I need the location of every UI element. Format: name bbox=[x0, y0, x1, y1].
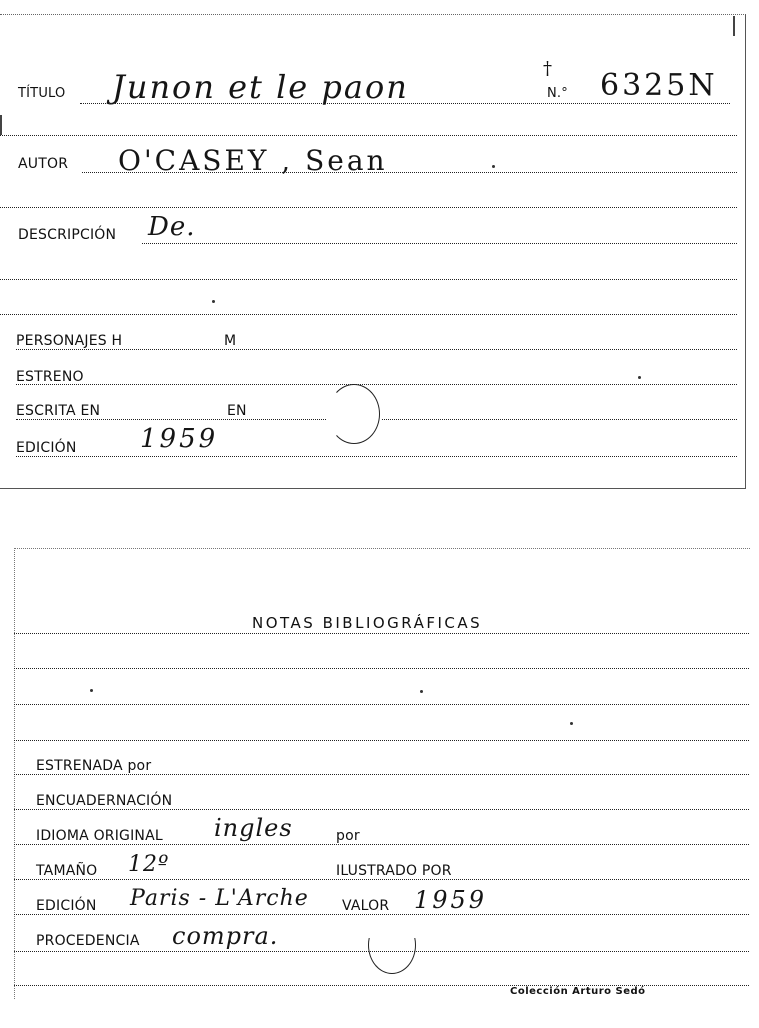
idioma-value: ingles bbox=[214, 814, 293, 842]
estreno-label: ESTRENO bbox=[16, 369, 84, 385]
procedencia-value: compra. bbox=[172, 922, 279, 950]
escrita-en-label: ESCRITA EN bbox=[16, 403, 101, 419]
ruled-line bbox=[14, 740, 749, 741]
ruled-line bbox=[14, 704, 749, 705]
idioma-label: IDIOMA ORIGINAL bbox=[36, 828, 163, 844]
tamano-label: TAMAÑO bbox=[36, 863, 98, 879]
titulo-line bbox=[80, 103, 730, 104]
numero-label: N.° bbox=[547, 86, 568, 101]
encuadernacion-line bbox=[14, 809, 749, 810]
collection-stamp: Colección Arturo Sedó bbox=[510, 986, 646, 997]
titulo-label: TÍTULO bbox=[18, 86, 66, 101]
edicion-label: EDICIÓN bbox=[16, 440, 77, 456]
procedencia-label: PROCEDENCIA bbox=[36, 933, 140, 949]
personajes-line bbox=[16, 349, 737, 350]
idioma-line bbox=[14, 844, 749, 845]
idioma-por-label: por bbox=[336, 828, 360, 844]
escrita-line bbox=[16, 419, 326, 420]
autor-value: O'CASEY , Sean bbox=[118, 144, 388, 177]
numero-value: 6325N bbox=[600, 68, 718, 103]
ink-speck bbox=[212, 300, 215, 303]
ruled-line bbox=[0, 207, 737, 208]
tamano-value: 12º bbox=[128, 852, 170, 877]
tamano-line bbox=[14, 879, 749, 880]
card-edge-mark bbox=[733, 16, 735, 36]
card-front-bottom-edge bbox=[0, 488, 745, 489]
estrenada-label: ESTRENADA por bbox=[36, 758, 152, 774]
cross-mark: † bbox=[543, 58, 553, 79]
encuadernacion-label: ENCUADERNACIÓN bbox=[36, 793, 173, 809]
escrita-line-right bbox=[382, 419, 737, 420]
edicion-value: 1959 bbox=[140, 424, 219, 454]
edicion-back-value: Paris - L'Arche bbox=[130, 886, 309, 911]
ink-speck bbox=[570, 722, 573, 725]
descripcion-label: DESCRIPCIÓN bbox=[18, 227, 117, 243]
ink-speck bbox=[90, 689, 93, 692]
punch-hole bbox=[322, 380, 384, 448]
card-edge-mark bbox=[0, 115, 2, 135]
valor-label: VALOR bbox=[342, 898, 390, 914]
punch-hole bbox=[364, 938, 420, 980]
ink-speck bbox=[420, 690, 423, 693]
autor-label: AUTOR bbox=[18, 156, 69, 172]
descripcion-value: De. bbox=[148, 212, 196, 242]
titulo-value: Junon et le paon bbox=[112, 68, 409, 106]
escrita-en-label-2: EN bbox=[227, 403, 247, 419]
autor-line bbox=[82, 172, 737, 173]
ruled-line bbox=[0, 135, 737, 136]
ruled-line bbox=[0, 314, 737, 315]
ink-speck bbox=[638, 376, 641, 379]
valor-value: 1959 bbox=[414, 886, 488, 914]
edicion-back-label: EDICIÓN bbox=[36, 898, 97, 914]
edicion-line bbox=[16, 456, 737, 457]
ruled-line bbox=[14, 668, 749, 669]
estrenada-line bbox=[14, 774, 749, 775]
personajes-label: PERSONAJES H bbox=[16, 333, 123, 349]
edicion-back-line bbox=[14, 914, 749, 915]
ink-speck bbox=[492, 165, 495, 168]
notas-heading: NOTAS BIBLIOGRÁFICAS bbox=[252, 614, 483, 632]
ilustrado-label: ILUSTRADO POR bbox=[336, 863, 452, 879]
descripcion-line bbox=[142, 243, 737, 244]
personajes-m-label: M bbox=[224, 333, 237, 349]
ruled-line bbox=[14, 633, 749, 634]
ruled-line bbox=[0, 279, 737, 280]
